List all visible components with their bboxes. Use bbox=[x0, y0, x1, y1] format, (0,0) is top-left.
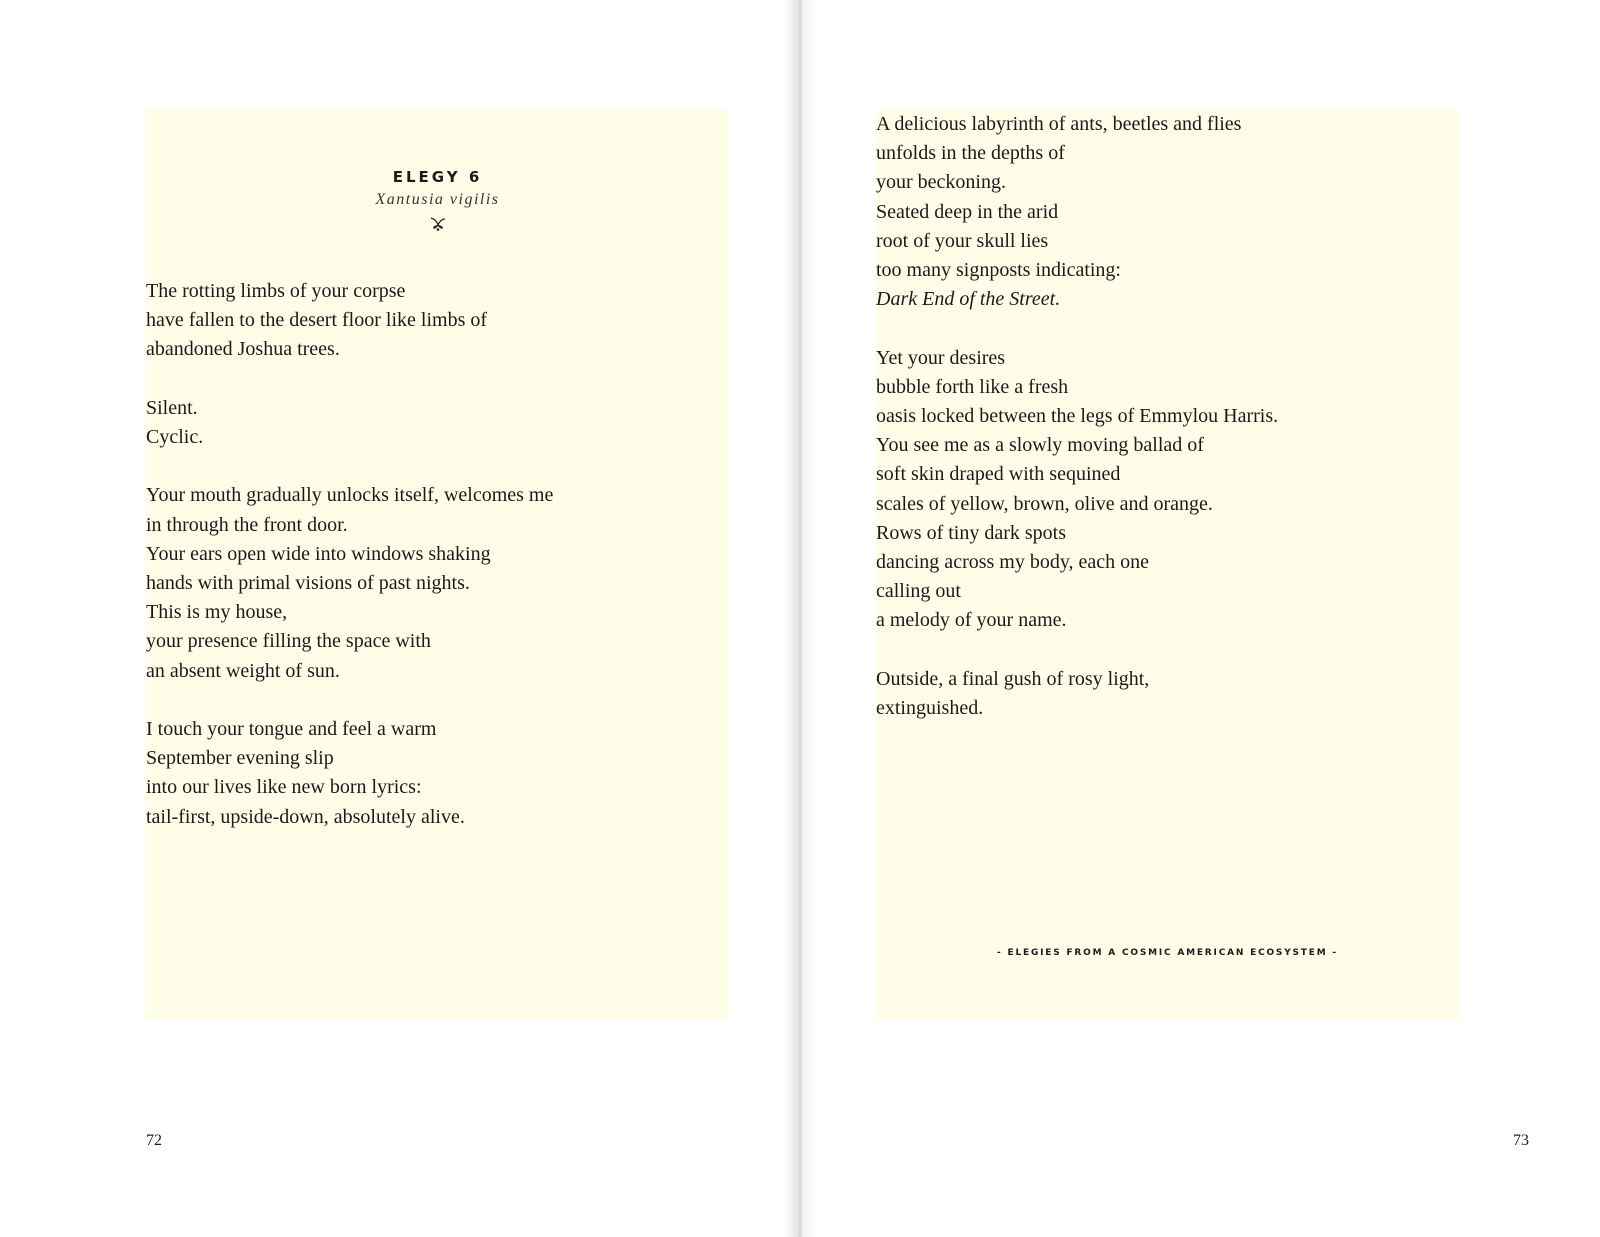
poem-line: too many signposts indicating: bbox=[876, 259, 1121, 282]
poem-line: into our lives like new born lyrics: bbox=[146, 776, 422, 799]
running-footer: - ELEGIES FROM A COSMIC AMERICAN ECOSYSTEM - bbox=[997, 948, 1338, 958]
poem-line: your beckoning. bbox=[876, 171, 1006, 194]
poem-line: root of your skull lies bbox=[876, 229, 1049, 252]
poem-title: ELEGY 6 bbox=[392, 168, 483, 186]
poem-line: Yet your desires bbox=[876, 346, 1006, 369]
poem-line: The rotting limbs of your corpse bbox=[146, 280, 406, 302]
poem-line: I touch your tongue and feel a warm bbox=[146, 718, 437, 740]
stanza bbox=[876, 665, 1459, 723]
poem-line: extinguished. bbox=[876, 697, 984, 720]
poem-line: calling out bbox=[876, 580, 961, 603]
right-text-block bbox=[876, 110, 1459, 1019]
poem-line: unfolds in the depths of bbox=[876, 142, 1065, 165]
poem-body-left bbox=[146, 277, 729, 832]
fleuron-icon bbox=[429, 216, 447, 232]
left-text-block bbox=[146, 110, 729, 1019]
poem-line: A delicious labyrinth of ants, beetles and flies bbox=[876, 113, 1242, 135]
poem-heading bbox=[146, 110, 729, 237]
poem-line: oasis locked between the legs of Emmylou Harris. bbox=[876, 405, 1279, 428]
poem-line: tail-first, upside-down, absolutely alive. bbox=[146, 805, 465, 828]
poem-line: Your mouth gradually unlocks itself, welcomes me bbox=[146, 484, 554, 507]
poem-line: Rows of tiny dark spots bbox=[876, 521, 1066, 544]
poem-subtitle: Xantusia vigilis bbox=[375, 191, 500, 208]
poem-line: Your ears open wide into windows shaking bbox=[146, 542, 491, 565]
stanza bbox=[876, 344, 1459, 636]
stanza bbox=[876, 110, 1459, 314]
poem-line: Cyclic. bbox=[146, 426, 204, 448]
poem-line: September evening slip bbox=[146, 747, 334, 770]
poem-line: dancing across my body, each one bbox=[876, 551, 1150, 574]
poem-line: You see me as a slowly moving ballad of bbox=[876, 434, 1204, 457]
poem-line: Seated deep in the arid bbox=[876, 200, 1059, 223]
stanza bbox=[146, 394, 729, 452]
poem-line: in through the front door. bbox=[146, 513, 348, 536]
poem-line: a melody of your name. bbox=[876, 609, 1067, 632]
poem-line: hands with primal visions of past nights. bbox=[146, 572, 470, 594]
poem-line: scales of yellow, brown, olive and orange. bbox=[876, 492, 1213, 515]
book-gutter-shadow bbox=[784, 0, 816, 1237]
poem-line-italic: Dark End of the Street. bbox=[876, 288, 1061, 311]
stanza bbox=[146, 277, 729, 365]
poem-line: bubble forth like a fresh bbox=[876, 375, 1069, 398]
right-page bbox=[800, 0, 1600, 1237]
poem-line: Outside, a final gush of rosy light, bbox=[876, 667, 1150, 690]
poem-line: your presence filling the space with bbox=[146, 630, 431, 653]
page-number-right: 73 bbox=[1513, 1132, 1529, 1149]
poem-line: This is my house, bbox=[146, 601, 288, 624]
stanza bbox=[146, 481, 729, 685]
poem-line: soft skin draped with sequined bbox=[876, 463, 1121, 486]
poem-line: Silent. bbox=[146, 396, 198, 419]
stanza bbox=[146, 715, 729, 832]
poem-line: an absent weight of sun. bbox=[146, 659, 340, 682]
page-number-left: 72 bbox=[146, 1132, 162, 1149]
poem-body-right bbox=[876, 110, 1459, 723]
poem-line: abandoned Joshua trees. bbox=[146, 338, 340, 361]
poem-line: have fallen to the desert floor like limbs of bbox=[146, 309, 488, 332]
